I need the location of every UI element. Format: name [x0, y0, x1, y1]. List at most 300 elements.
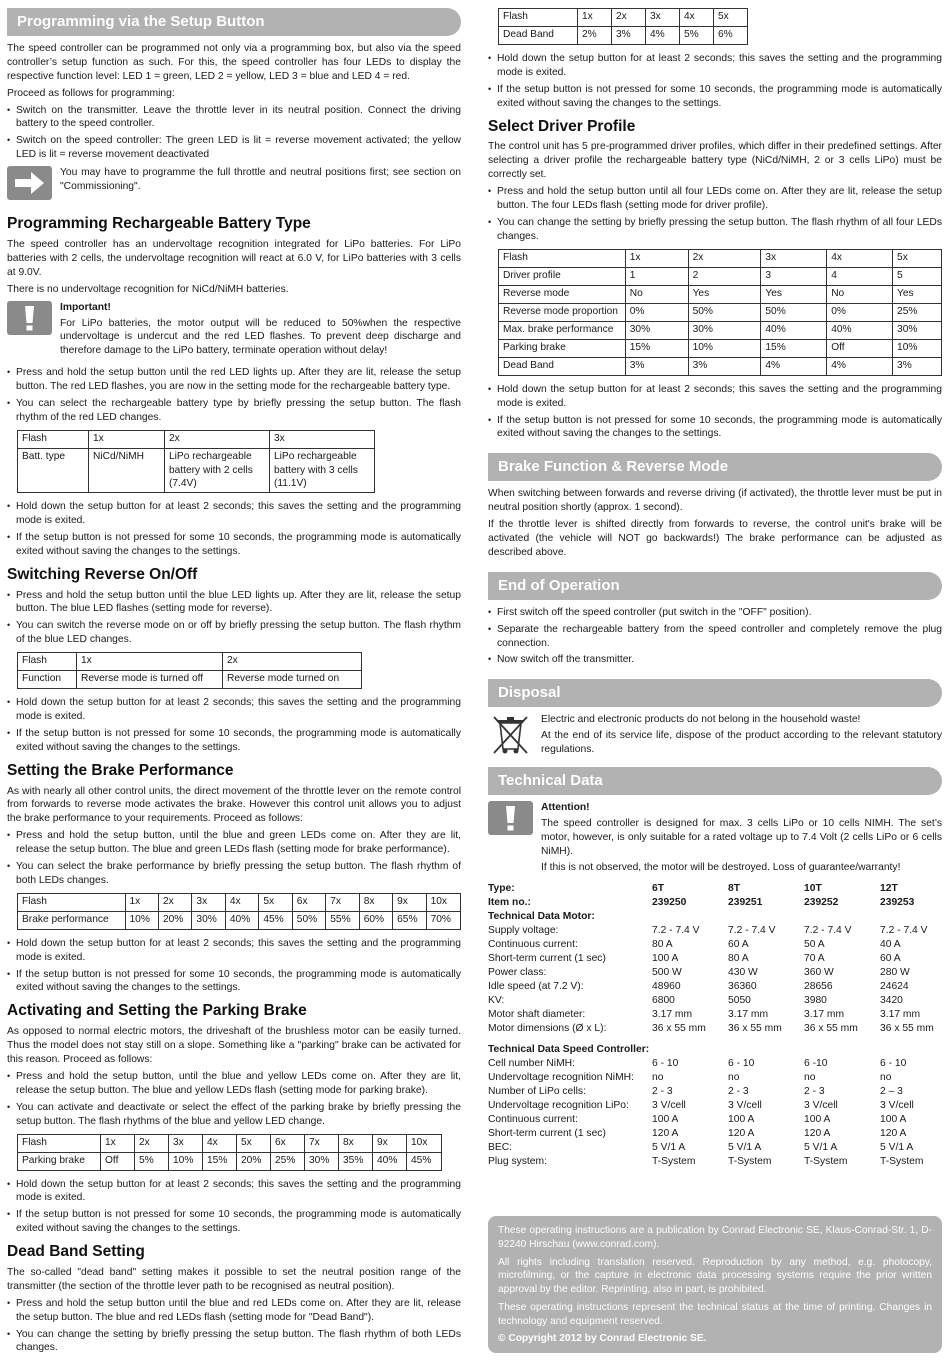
spec-value: 100 A	[804, 1114, 831, 1126]
spec-value: 100 A	[652, 1114, 679, 1126]
table-cell: Reverse mode proportion	[499, 303, 626, 321]
table-cell: Batt. type	[18, 448, 89, 492]
spec-value: 120 A	[804, 1128, 831, 1140]
section-title-parking: Activating and Setting the Parking Brake	[7, 1002, 307, 1020]
table-cell: 1x	[101, 1134, 135, 1152]
table-row	[499, 321, 942, 339]
table-row	[18, 653, 362, 671]
spec-label: Type:	[488, 883, 515, 895]
table-cell: 8x	[359, 893, 392, 911]
spec-value: no	[880, 1072, 892, 1084]
table-cell: Flash	[499, 249, 626, 267]
spec-label: KV:	[488, 995, 505, 1007]
table-cell: 9x	[393, 893, 426, 911]
list-item: • First switch off the speed controller (put switch in the "OFF" position).	[488, 606, 942, 620]
list-item: • Separate the rechargeable battery from the speed controller and completely remove the plug connection.	[488, 623, 942, 651]
table-cell: 2x	[135, 1134, 169, 1152]
spec-value: 7.2 - 7.4 V	[804, 925, 852, 937]
disposal-box	[488, 713, 942, 759]
spec-value: 100 A	[728, 1114, 755, 1126]
table-cell: Reverse mode is turned off	[77, 671, 223, 689]
spec-label: Short-term current (1 sec)	[488, 953, 606, 965]
spacer	[488, 1036, 942, 1043]
note-text: You may have to programme the full throttle and neutral positions first; see section on "Commissioning".	[60, 167, 461, 193]
spec-value: T-System	[652, 1156, 696, 1168]
table-cell: 4%	[827, 357, 893, 375]
spec-value: 6 - 10	[880, 1058, 907, 1070]
spec-label: Undervoltage recognition NiMH:	[488, 1072, 634, 1084]
footer-text: These operating instructions are a publication by Conrad Electronic SE, Klaus-Conrad-Str. 1, D-92240 Hirschau (www.conrad.com).	[498, 1225, 932, 1250]
list-item: • If the setup button is not pressed for some 10 seconds, the programming mode is automatically exited without saving the changes to the settings.	[7, 531, 461, 559]
list-item: • Hold down the setup button for at least 2 seconds; this saves the setting and the programming mode is exited.	[488, 383, 942, 411]
table-cell: 1	[625, 267, 688, 285]
spec-value: 6T	[652, 883, 665, 895]
bullet-list	[488, 52, 942, 111]
table-cell: 2	[688, 267, 761, 285]
paragraph: The so-called "dead band" setting makes it possible to set the neutral position range of the transmitter (the section of the throttle lever path to be recognised as neutral position).	[7, 1267, 461, 1292]
spec-value: no	[652, 1072, 664, 1084]
list-item: • Hold down the setup button for at least 2 seconds; this saves the setting and the programming mode is exited.	[7, 937, 461, 965]
spec-value: 3420	[880, 995, 903, 1007]
table-cell: 3x	[169, 1134, 203, 1152]
list-item: • Hold down the setup button for at least 2 seconds; this saves the setting and the programming mode is exited.	[7, 500, 461, 528]
spec-value: 6 -10	[804, 1058, 828, 1070]
table-cell: 7x	[305, 1134, 339, 1152]
table-cell: Flash	[499, 9, 578, 27]
disposal-text: Electric and electronic products do not belong in the household waste!	[541, 714, 861, 726]
spec-value: 3 V/cell	[652, 1100, 686, 1112]
table-cell: Parking brake	[499, 339, 626, 357]
list-item: • Now switch off the transmitter.	[488, 653, 942, 667]
spec-value: 2 - 3	[652, 1086, 673, 1098]
table-cell: LiPo rechargeable battery with 3 cells (11.1V)	[270, 448, 375, 492]
table-cell: Flash	[18, 1134, 101, 1152]
table-cell: 10%	[169, 1152, 203, 1170]
bullet-list	[7, 696, 461, 755]
table-row	[18, 911, 461, 929]
table-cell: 1x	[578, 9, 612, 27]
list-item: • You can change the setting by briefly pressing the setup button. The flash rhythm of both LEDs changes.	[7, 1328, 461, 1356]
spec-value: 5 V/1 A	[652, 1142, 686, 1154]
spec-value: 12T	[880, 883, 898, 895]
paragraph: Proceed as follows for programming:	[7, 87, 175, 99]
table-cell: 5	[893, 267, 942, 285]
table-cell: 6%	[714, 27, 748, 45]
spec-value: no	[804, 1072, 816, 1084]
bullet-list	[7, 829, 461, 888]
spec-value: 7.2 - 7.4 V	[652, 925, 700, 937]
table-row	[499, 285, 942, 303]
spec-value: T-System	[728, 1156, 772, 1168]
list-item: • You can change the setting by briefly pressing the setup button. The flash rhythm of all four LEDs changes.	[488, 216, 942, 244]
list-item: • You can select the rechargeable battery type by briefly pressing the setup button. The flash rhythm of the red LED changes.	[7, 397, 461, 425]
table-cell: 45%	[259, 911, 292, 929]
table-cell: 65%	[393, 911, 426, 929]
table-cell: 55%	[326, 911, 359, 929]
table-cell: 45%	[407, 1152, 442, 1170]
spec-value: T-System	[804, 1156, 848, 1168]
table-cell: Dead Band	[499, 357, 626, 375]
table-cell: LiPo rechargeable battery with 2 cells (7.4V)	[165, 448, 270, 492]
spec-value: 7.2 - 7.4 V	[880, 925, 928, 937]
table-cell: 30%	[688, 321, 761, 339]
table-cell: 50%	[292, 911, 325, 929]
table-cell: Max. brake performance	[499, 321, 626, 339]
table-cell: 4	[827, 267, 893, 285]
spec-value: 6 - 10	[728, 1058, 755, 1070]
spec-label: Cell number NiMH:	[488, 1058, 575, 1070]
list-item: • Press and hold the setup button until the blue and red LEDs come on. After they are lit, release the setup button. The blue and red LEDs flash (setting mode for "Dead Band").	[7, 1297, 461, 1325]
table-row	[499, 27, 748, 45]
table-cell: 5x	[714, 9, 748, 27]
spec-value: 36 x 55 mm	[880, 1023, 934, 1035]
table-cell: Yes	[893, 285, 942, 303]
section-title-driver-profile: Select Driver Profile	[488, 117, 636, 135]
list-item: • Press and hold the setup button until all four LEDs come on. After they are lit, release the setup button. The four LEDs flash (setting mode for driver profile).	[488, 185, 942, 213]
table-cell: 4x	[680, 9, 714, 27]
table-row	[18, 1134, 442, 1152]
spec-value: 48960	[652, 981, 681, 993]
spec-value: 3.17 mm	[728, 1009, 769, 1021]
spec-label: Supply voltage:	[488, 925, 559, 937]
table-row	[499, 267, 942, 285]
bullet-list	[488, 185, 942, 244]
table-cell: 4x	[203, 1134, 237, 1152]
spec-section-title: Technical Data Speed Controller:	[488, 1044, 650, 1056]
bullet-list	[7, 500, 461, 559]
table-cell: 30%	[625, 321, 688, 339]
table-cell: 3%	[893, 357, 942, 375]
table-cell: 10%	[125, 911, 158, 929]
section-banner-disposal: Disposal	[488, 679, 942, 707]
spec-label: Number of LiPo cells:	[488, 1086, 586, 1098]
section-banner-programming: Programming via the Setup Button	[7, 8, 461, 36]
table-cell: 6x	[271, 1134, 305, 1152]
table-cell: 5x	[893, 249, 942, 267]
paragraph: As with nearly all other control units, the direct movement of the throttle lever on the remote control from forwards to reverse mode activates the brake. However this control unit allows you to adjust the brake performance to your requirements. Proceed as follows:	[7, 785, 461, 825]
list-item: • If the setup button is not pressed for some 10 seconds, the programming mode is automatically exited without saving the changes to the settings.	[488, 83, 942, 111]
paragraph: When switching between forwards and reverse driving (if activated), the throttle lever must be put in neutral position shortly (approx. 1 second).	[488, 488, 942, 514]
list-item: • Press and hold the setup button, until the blue and yellow LEDs come on. After they are lit, release the setup button. The blue and yellow LEDs flash (setting mode for parking brake).	[7, 1070, 461, 1098]
right-column	[488, 8, 942, 1169]
paragraph: The speed controller can be programmed not only via a programming box, but also via the speed controller’s setup function as such. For this, the speed controller has four LEDs to display the respective function level: LED 1 = green, LED 2 = yellow, LED 3 = blue and LED 4 = red.	[7, 43, 461, 82]
spec-value: 36 x 55 mm	[652, 1023, 706, 1035]
spec-label: Motor dimensions (Ø x L):	[488, 1023, 607, 1035]
spec-value: no	[728, 1072, 740, 1084]
brake-performance-table	[17, 893, 461, 930]
table-cell: 4x	[827, 249, 893, 267]
list-item: • You can select the brake performance by briefly pressing the setup button. The flash rhythm of both LEDs changes.	[7, 860, 461, 888]
table-cell: 3%	[625, 357, 688, 375]
table-cell: 15%	[761, 339, 827, 357]
list-item: • If the setup button is not pressed for some 10 seconds, the programming mode is automatically exited without saving the changes to the settings.	[488, 414, 942, 442]
spec-value: 100 A	[880, 1114, 907, 1126]
bullet-list	[7, 937, 461, 996]
spec-value: 5 V/1 A	[804, 1142, 838, 1154]
spec-value: 2 - 3	[804, 1086, 825, 1098]
table-row	[499, 339, 942, 357]
table-cell: 3	[761, 267, 827, 285]
attention-text: If this is not observed, the motor will be destroyed. Loss of guarantee/warranty!	[541, 861, 901, 873]
table-cell: NiCd/NiMH	[89, 448, 165, 492]
list-item: • Hold down the setup button for at least 2 seconds; this saves the setting and the programming mode is exited.	[7, 1178, 461, 1206]
table-cell: 9x	[373, 1134, 407, 1152]
spec-value: 7.2 - 7.4 V	[728, 925, 776, 937]
section-banner-brake-function: Brake Function & Reverse Mode	[488, 453, 942, 481]
parking-brake-table	[17, 1134, 442, 1171]
spec-value: 5 V/1 A	[880, 1142, 914, 1154]
table-row	[499, 249, 942, 267]
spec-label: Undervoltage recognition LiPo:	[488, 1100, 629, 1112]
table-cell: 20%	[237, 1152, 271, 1170]
spec-value: 60 A	[728, 939, 749, 951]
spec-value: 280 W	[880, 967, 910, 979]
spec-value: 70 A	[804, 953, 825, 965]
left-column	[7, 8, 461, 1358]
table-cell: Reverse mode turned on	[223, 671, 362, 689]
paragraph: If the throttle lever is shifted directly from forwards to reverse, the control unit's brake will be activated (the vehicle will NOT go backwards!) The brake performance can be adjusted as described above.	[488, 519, 942, 558]
footer-text: All rights including translation reserved. Reproduction by any method, e.g. photocopy, microfilming, or the capture in electronic data processing systems require the prior written approval by the editor. Reprinting, also in part, is prohibited.	[498, 1256, 932, 1296]
table-cell: 4x	[225, 893, 258, 911]
section-banner-technical-data: Technical Data	[488, 767, 942, 795]
paragraph: The control unit has 5 pre-programmed driver profiles, which differ in their predefined settings. After selecting a driver profile the rechargeable battery type (NiCd/NiMH, 2 or 3 cells LiPo) must be correctly set.	[488, 141, 942, 181]
table-cell: 10x	[407, 1134, 442, 1152]
table-cell: 70%	[426, 911, 460, 929]
list-item: • Switch on the speed controller: The green LED is lit = reverse movement activated; the yellow LED is lit = reverse movement deactivated	[7, 134, 461, 162]
table-row	[18, 893, 461, 911]
bullet-list	[488, 383, 942, 442]
table-cell: 3x	[761, 249, 827, 267]
technical-data-grid	[488, 882, 942, 1169]
table-cell: Yes	[688, 285, 761, 303]
list-item: • You can switch the reverse mode on or off by briefly pressing the setup button. The flash rhythm of the blue LED changes.	[7, 619, 461, 647]
publisher-footer	[488, 1216, 942, 1353]
section-title-brake: Setting the Brake Performance	[7, 761, 234, 779]
important-title: Important!	[60, 301, 111, 313]
table-cell: 5x	[259, 893, 292, 911]
table-cell: 3%	[688, 357, 761, 375]
table-cell: 0%	[827, 303, 893, 321]
spec-value: 239253	[880, 897, 915, 909]
table-row	[18, 671, 362, 689]
spec-value: 3 V/cell	[728, 1100, 762, 1112]
table-cell: 3x	[270, 430, 375, 448]
table-cell: Yes	[761, 285, 827, 303]
note-box	[7, 166, 461, 200]
spec-value: 120 A	[880, 1128, 907, 1140]
table-cell: 35%	[339, 1152, 373, 1170]
table-cell: 1x	[625, 249, 688, 267]
list-item: • Hold down the setup button for at least 2 seconds; this saves the setting and the programming mode is exited.	[7, 696, 461, 724]
table-cell: 2x	[165, 430, 270, 448]
spec-label: Power class:	[488, 967, 547, 979]
table-cell: 40%	[373, 1152, 407, 1170]
disposal-text: At the end of its service life, dispose of the product according to the relevant statutory regulations.	[541, 730, 942, 756]
section-title-battery: Programming Rechargeable Battery Type	[7, 215, 311, 233]
spec-value: 5 V/1 A	[728, 1142, 762, 1154]
paragraph: As opposed to normal electric motors, the driveshaft of the brushless motor can be easily turned. Thus the model does not stay still on a slope. Something like a "parking" brake can be activated for this reason. Proceed as follows:	[7, 1026, 461, 1066]
spec-value: 3.17 mm	[652, 1009, 693, 1021]
table-cell: 10x	[426, 893, 460, 911]
footer-text: These operating instructions represent the technical status at the time of printing. Changes in technology and equipment reserved.	[498, 1301, 932, 1327]
table-cell: 2x	[688, 249, 761, 267]
battery-type-table	[17, 430, 375, 493]
spec-value: 3 V/cell	[880, 1100, 914, 1112]
table-cell: 40%	[225, 911, 258, 929]
spec-value: 3.17 mm	[804, 1009, 845, 1021]
spec-value: 6 - 10	[652, 1058, 679, 1070]
table-cell: 2x	[612, 9, 646, 27]
arrow-right-icon	[7, 166, 52, 200]
copyright: © Copyright 2012 by Conrad Electronic SE.	[498, 1333, 707, 1345]
list-item: • Switch on the transmitter. Leave the throttle lever in its neutral position. Connect the driving battery to the speed controller.	[7, 104, 461, 132]
spec-value: 2 - 3	[728, 1086, 749, 1098]
table-cell: 5x	[237, 1134, 271, 1152]
table-cell: 60%	[359, 911, 392, 929]
table-cell: 25%	[893, 303, 942, 321]
table-cell: Function	[18, 671, 77, 689]
bullet-list	[7, 1178, 461, 1237]
spec-value: 239250	[652, 897, 687, 909]
table-cell: 2%	[578, 27, 612, 45]
driver-profile-table	[498, 249, 942, 376]
table-cell: 30%	[893, 321, 942, 339]
spec-value: T-System	[880, 1156, 924, 1168]
spec-label: Continuous current:	[488, 939, 578, 951]
bullet-list	[7, 1297, 461, 1356]
bullet-list	[7, 104, 461, 163]
list-item: • You can activate and deactivate or select the effect of the parking brake by briefly pressing the setup button. The flash rhythms of the blue and yellow LED change.	[7, 1101, 461, 1129]
spec-label: Short-term current (1 sec)	[488, 1128, 606, 1140]
spec-value: 120 A	[728, 1128, 755, 1140]
table-cell: 10%	[688, 339, 761, 357]
table-row	[18, 430, 375, 448]
spec-value: 36 x 55 mm	[728, 1023, 782, 1035]
table-row	[499, 357, 942, 375]
table-cell: 40%	[761, 321, 827, 339]
paragraph: The speed controller has an undervoltage recognition integrated for LiPo batteries. For LiPo batteries with 2 cells, the undervoltage recognition will react at 6.0 V, for LiPo batteries with 3 cells at 9.0V.	[7, 239, 461, 278]
list-item: • Press and hold the setup button until the red LED lights up. After they are lit, release the setup button. The red LED flashes, you are now in the setting mode for the rechargeable battery type.	[7, 366, 461, 394]
section-title-reverse: Switching Reverse On/Off	[7, 565, 198, 583]
table-cell: 6x	[292, 893, 325, 911]
important-box	[7, 301, 461, 361]
table-cell: 2x	[158, 893, 191, 911]
attention-box	[488, 801, 942, 876]
spec-value: 360 W	[804, 967, 834, 979]
spec-value: 430 W	[728, 967, 758, 979]
table-cell: 5%	[680, 27, 714, 45]
spec-value: 2 – 3	[880, 1086, 903, 1098]
attention-text: The speed controller is designed for max. 3 cells LiPo or 10 cells NIMH. The set’s motor, however, is only suitable for a rated voltage up to 7.4 Volt (2 cells LiPo or 6 cells NiMH).	[541, 817, 942, 857]
table-cell: 30%	[192, 911, 225, 929]
spec-value: 24624	[880, 981, 909, 993]
spec-value: 239251	[728, 897, 763, 909]
exclamation-icon	[7, 301, 52, 335]
spec-value: 239252	[804, 897, 839, 909]
spec-value: 36360	[728, 981, 757, 993]
table-row	[499, 9, 748, 27]
spec-label: Item no.:	[488, 897, 531, 909]
spec-value: 28656	[804, 981, 833, 993]
table-cell: 3%	[612, 27, 646, 45]
table-cell: 1x	[77, 653, 223, 671]
spec-label: Continuous current:	[488, 1114, 578, 1126]
table-row	[499, 303, 942, 321]
table-row	[18, 448, 375, 492]
spec-value: 120 A	[652, 1128, 679, 1140]
section-banner-end-of-operation: End of Operation	[488, 572, 942, 600]
spec-value: 3.17 mm	[880, 1009, 921, 1021]
crossed-out-bin-icon	[488, 713, 533, 757]
table-cell: 50%	[761, 303, 827, 321]
spec-value: 80 A	[728, 953, 749, 965]
bullet-list	[488, 606, 942, 668]
table-cell: 8x	[339, 1134, 373, 1152]
important-text: For LiPo batteries, the motor output will be reduced to 50%when the respective undervoltage is undercut and the red LED flashes. To prevent deep discharge and therefore damage to the LiPo battery, terminate operation without delay!	[60, 317, 461, 357]
paragraph: There is no undervoltage recognition for NiCd/NiMH batteries.	[7, 283, 289, 295]
bullet-list	[7, 366, 461, 425]
spec-section-title: Technical Data Motor:	[488, 911, 595, 923]
table-row	[18, 1152, 442, 1170]
spec-label: BEC:	[488, 1142, 513, 1154]
table-cell: 7x	[326, 893, 359, 911]
table-cell: Reverse mode	[499, 285, 626, 303]
list-item: • Press and hold the setup button until the blue LED lights up. After they are lit, release the setup button. The blue LED flashes (setting mode for reverse).	[7, 589, 461, 617]
table-cell: 30%	[305, 1152, 339, 1170]
table-cell: 20%	[158, 911, 191, 929]
table-cell: Brake performance	[18, 911, 126, 929]
spec-value: 6800	[652, 995, 675, 1007]
attention-title: Attention!	[541, 801, 590, 813]
table-cell: 2x	[223, 653, 362, 671]
table-cell: 10%	[893, 339, 942, 357]
list-item: • If the setup button is not pressed for some 10 seconds, the programming mode is automatically exited without saving the changes to the settings.	[7, 968, 461, 996]
table-cell: 25%	[271, 1152, 305, 1170]
spec-value: 36 x 55 mm	[804, 1023, 858, 1035]
bullet-list	[7, 589, 461, 648]
table-cell: No	[625, 285, 688, 303]
table-cell: 40%	[827, 321, 893, 339]
table-cell: 5%	[135, 1152, 169, 1170]
spec-label: Motor shaft diameter:	[488, 1009, 586, 1021]
spec-value: 100 A	[652, 953, 679, 965]
table-cell: Parking brake	[18, 1152, 101, 1170]
spec-value: 3980	[804, 995, 827, 1007]
spec-label: Idle speed (at 7.2 V):	[488, 981, 584, 993]
table-cell: 0%	[625, 303, 688, 321]
spec-value: 3 V/cell	[804, 1100, 838, 1112]
dead-band-table	[498, 8, 748, 45]
table-cell: 15%	[625, 339, 688, 357]
table-cell: 15%	[203, 1152, 237, 1170]
list-item: • If the setup button is not pressed for some 10 seconds, the programming mode is automatically exited without saving the changes to the settings.	[7, 1208, 461, 1236]
spec-value: 40 A	[880, 939, 901, 951]
spec-value: 10T	[804, 883, 822, 895]
table-cell: No	[827, 285, 893, 303]
table-cell: 4%	[761, 357, 827, 375]
exclamation-icon	[488, 801, 533, 835]
table-cell: Off	[827, 339, 893, 357]
table-cell: Off	[101, 1152, 135, 1170]
table-cell: Flash	[18, 430, 89, 448]
table-cell: Driver profile	[499, 267, 626, 285]
spec-label: Plug system:	[488, 1156, 547, 1168]
table-cell: 50%	[688, 303, 761, 321]
table-cell: Flash	[18, 653, 77, 671]
spec-value: 5050	[728, 995, 751, 1007]
bullet-list	[7, 1070, 461, 1129]
table-cell: Flash	[18, 893, 126, 911]
